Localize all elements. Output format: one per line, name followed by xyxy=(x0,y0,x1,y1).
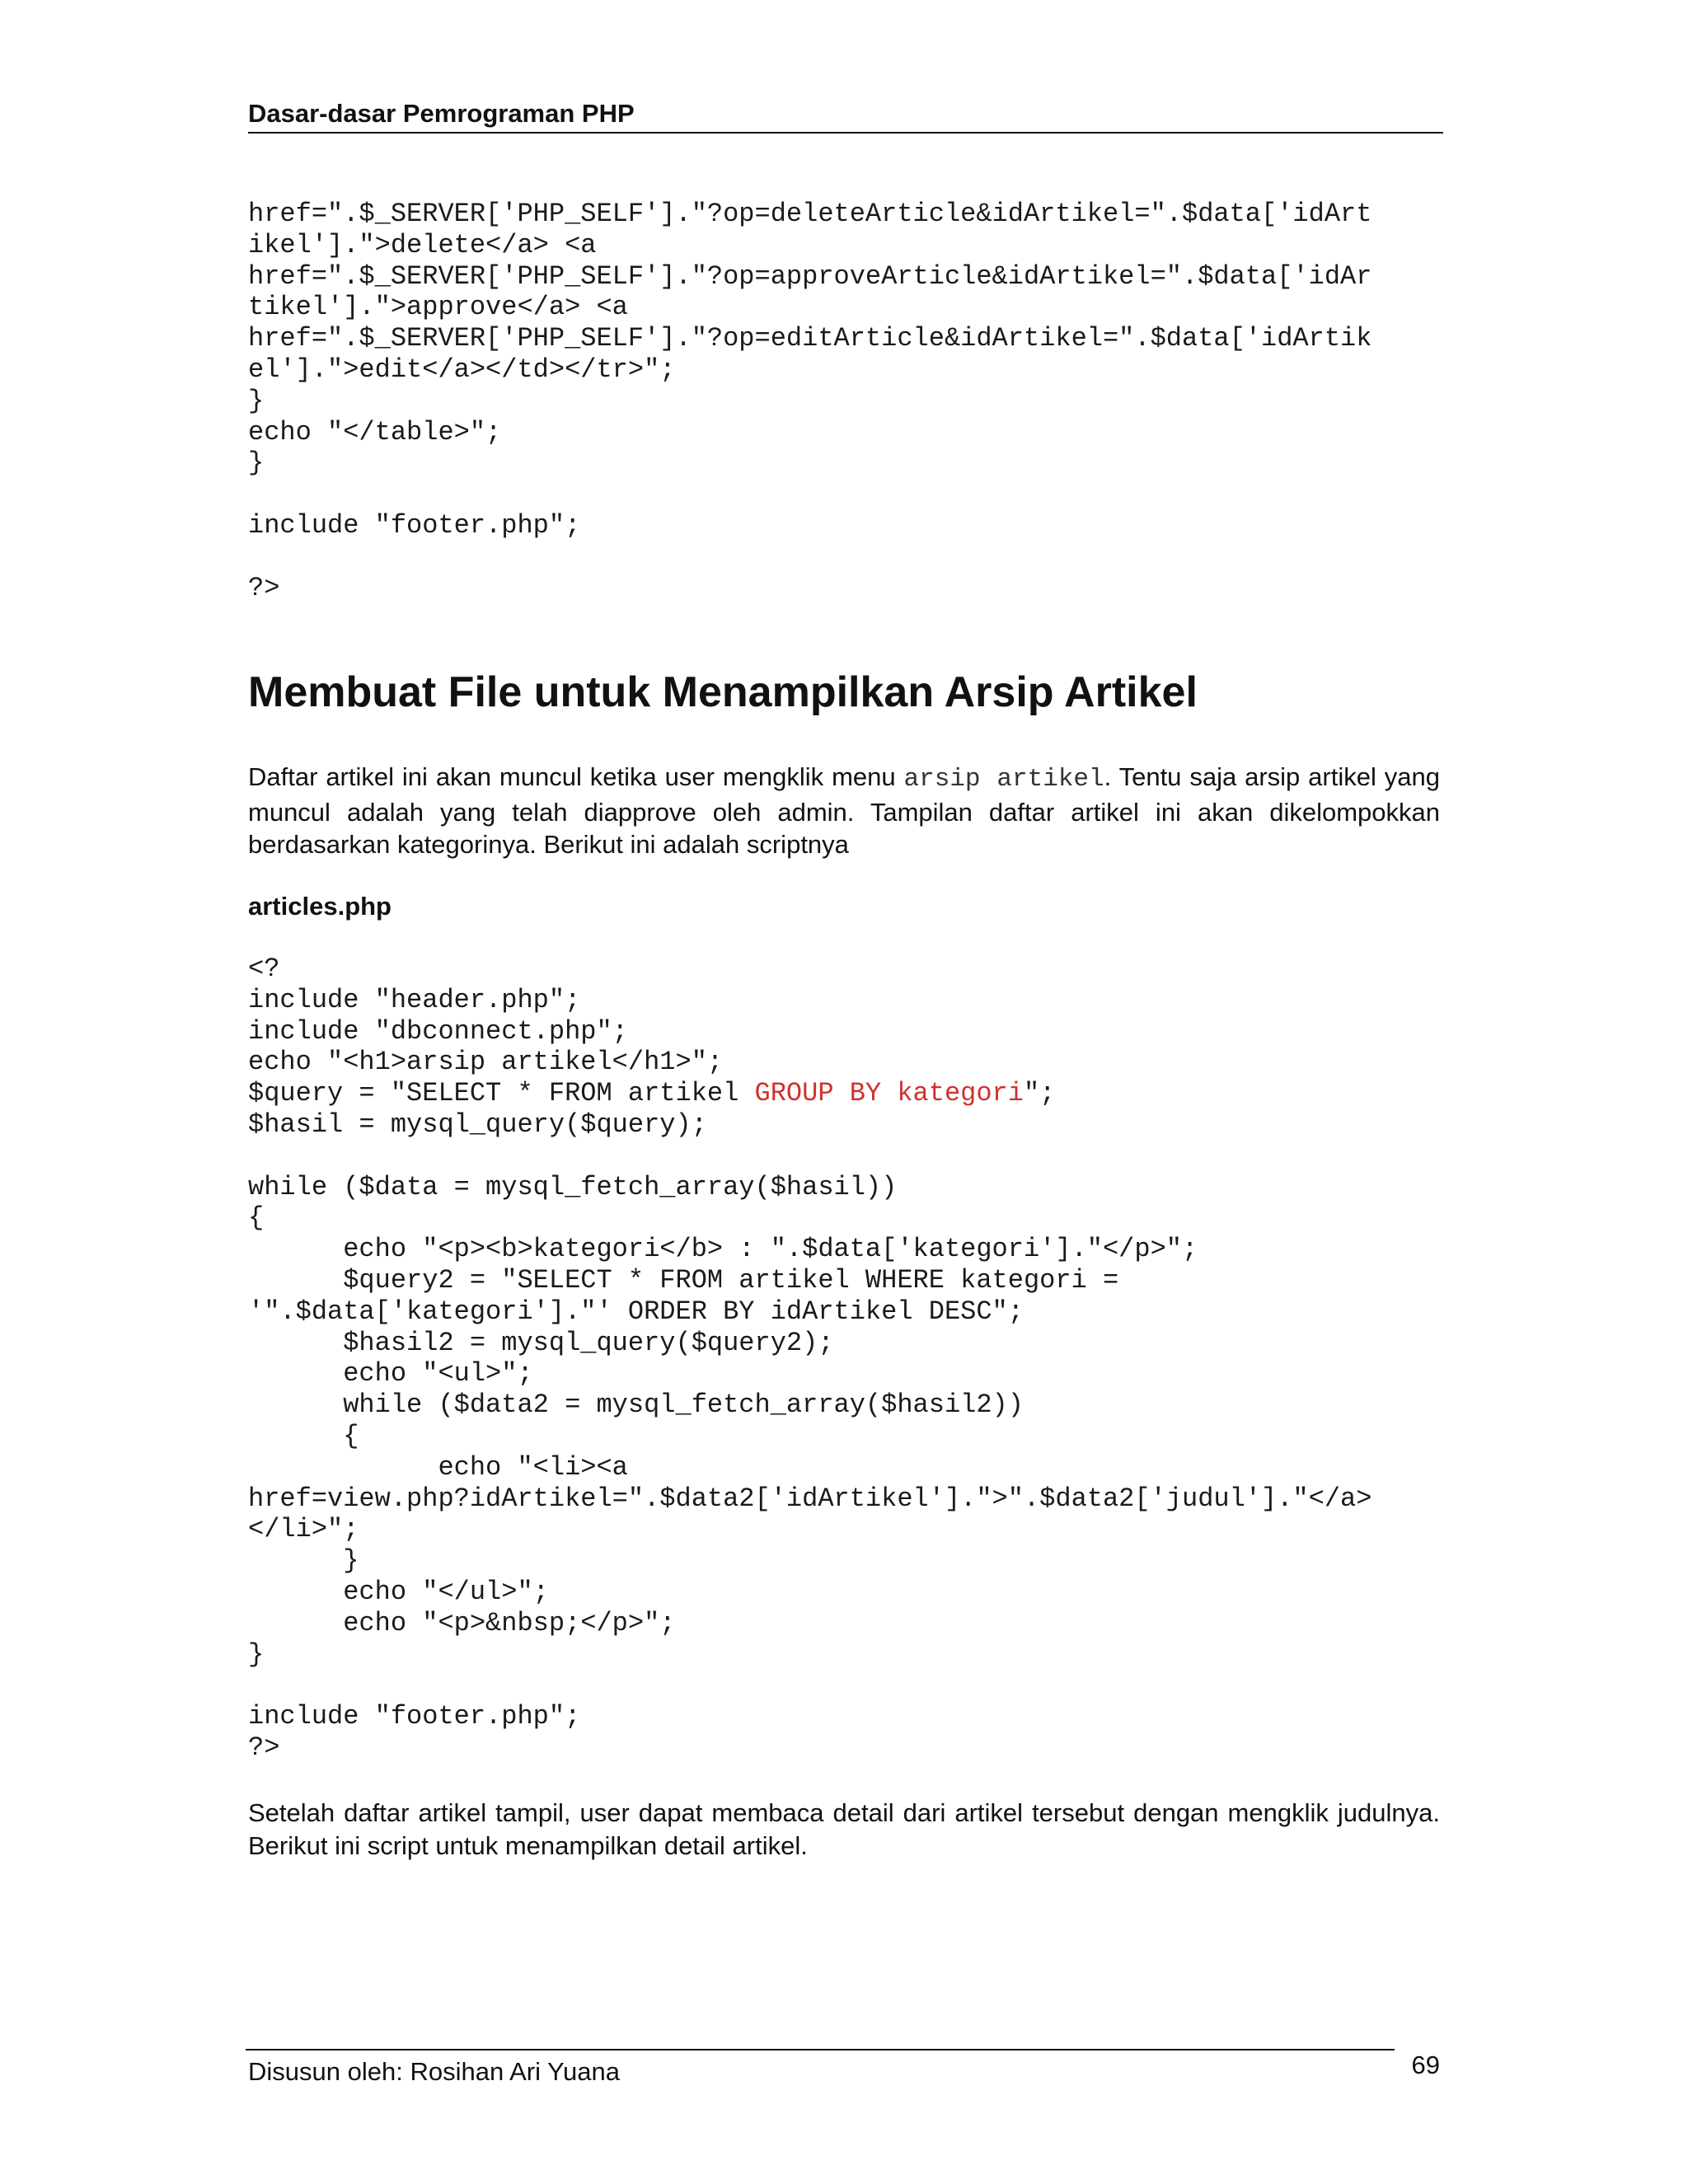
file-name-label: articles.php xyxy=(248,892,392,921)
menu-code-inline: arsip artikel xyxy=(903,765,1104,794)
code-line: } xyxy=(248,385,265,416)
code-line: } xyxy=(248,1638,265,1670)
code-line: el'].">edit</a></td></tr>"; xyxy=(248,354,676,385)
code-line: <? xyxy=(248,954,280,984)
code-line: echo "<ul>"; xyxy=(248,1358,533,1390)
code-line: echo "<li><a xyxy=(248,1451,628,1483)
footer-author: Disusun oleh: Rosihan Ari Yuana xyxy=(248,2057,620,2086)
code-line: $hasil = mysql_query($query); xyxy=(248,1108,707,1140)
code-line: echo "<p>&nbsp;</p>"; xyxy=(248,1607,676,1638)
code-line: } xyxy=(248,448,265,479)
code-line: include "footer.php"; xyxy=(248,509,581,541)
code-line: ?> xyxy=(248,572,280,603)
code-line: href=view.php?idArtikel=".$data2['idArtikel'].">".$data2['judul']."</a> xyxy=(248,1483,1372,1514)
code-line: ?> xyxy=(248,1732,280,1763)
code-line: include "footer.php"; xyxy=(248,1701,581,1732)
code-line: include "dbconnect.php"; xyxy=(248,1015,628,1047)
code-line: { xyxy=(248,1202,265,1234)
code-line: echo "</table>"; xyxy=(248,416,502,448)
code-listing xyxy=(248,954,1372,1764)
section-title: Membuat File untuk Menampilkan Arsip Artikel xyxy=(248,668,1198,716)
code-line: $hasil2 = mysql_query($query2); xyxy=(248,1327,834,1358)
query-text-start: $query = "SELECT * FROM artikel xyxy=(248,1078,755,1109)
code-line: href=".$_SERVER['PHP_SELF']."?op=deleteArticle&idArtikel=".$data['idArt xyxy=(248,199,1372,229)
code-line xyxy=(248,541,1372,573)
code-line-query xyxy=(248,1078,1372,1109)
code-line xyxy=(248,1670,1372,1701)
code-block-articles-php xyxy=(248,954,1372,1764)
footer-divider xyxy=(246,2049,1395,2050)
code-line: include "header.php"; xyxy=(248,984,581,1015)
code-line: while ($data2 = mysql_fetch_array($hasil2)) xyxy=(248,1390,1024,1421)
intro-text-end: . Tentu saja arsip artikel yang muncul adalah yang telah diapprove oleh admin. Tampilan daftar artikel ini akan dikelompokkan berdasarkan kategorinya. Berikut ini adalah scriptnya xyxy=(248,762,1440,859)
code-line: tikel'].">approve</a> <a xyxy=(248,292,628,323)
code-block-continuation xyxy=(248,199,1372,603)
code-line: echo "</ul>"; xyxy=(248,1576,549,1607)
intro-text-start: Daftar artikel ini akan muncul ketika user mengklik menu xyxy=(248,762,904,791)
page-number: 69 xyxy=(1411,2050,1440,2079)
intro-paragraph xyxy=(248,761,1440,861)
code-line: echo "<p><b>kategori</b> : ".$data['kategori']."</p>"; xyxy=(248,1234,1198,1265)
code-line: ikel'].">delete</a> <a xyxy=(248,229,597,260)
code-line xyxy=(248,1141,1372,1172)
code-line: $query2 = "SELECT * FROM artikel WHERE kategori = xyxy=(248,1264,1119,1296)
code-line: } xyxy=(248,1545,359,1577)
code-line xyxy=(248,479,1372,510)
code-line: href=".$_SERVER['PHP_SELF']."?op=approveArticle&idArtikel=".$data['idAr xyxy=(248,260,1372,292)
code-line: href=".$_SERVER['PHP_SELF']."?op=editArticle&idArtikel=".$data['idArtik xyxy=(248,323,1372,354)
query-text-end: "; xyxy=(1023,1078,1056,1109)
code-line: { xyxy=(248,1420,359,1451)
closing-paragraph: Setelah daftar artikel tampil, user dapat membaca detail dari artikel tersebut dengan mengklik judulnya. Berikut ini script untuk menampilkan detail artikel. xyxy=(248,1798,1440,1860)
code-line: </li>"; xyxy=(248,1514,359,1545)
code-line: '".$data['kategori']."' ORDER BY idArtikel DESC"; xyxy=(248,1296,1024,1327)
code-listing xyxy=(248,199,1372,603)
code-line: echo "<h1>arsip artikel</h1>"; xyxy=(248,1047,724,1078)
code-line: while ($data = mysql_fetch_array($hasil)) xyxy=(248,1171,898,1202)
sql-group-by-highlight: GROUP BY kategori xyxy=(754,1078,1024,1109)
page-header: Dasar-dasar Pemrograman PHP xyxy=(248,97,1443,134)
